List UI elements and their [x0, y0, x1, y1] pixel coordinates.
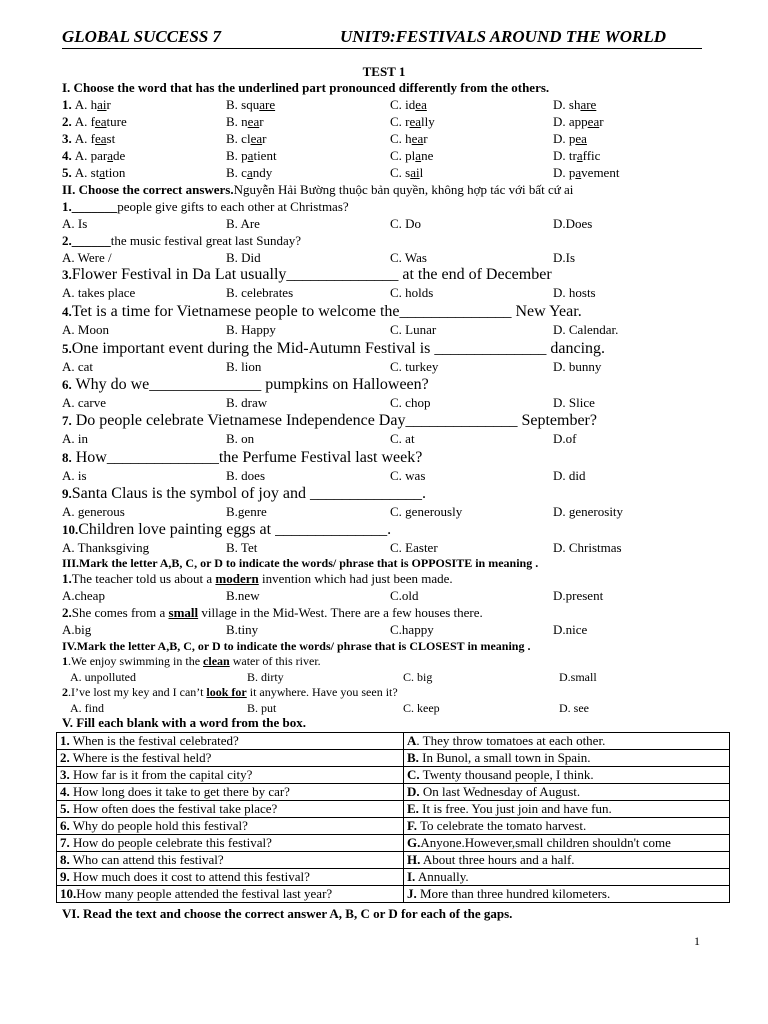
option-suffix: l [419, 165, 424, 180]
question-text: When is the festival celebrated? [69, 733, 239, 748]
option-prefix: D. sh [553, 97, 581, 112]
question-cell [57, 801, 404, 818]
question-number: 2 [62, 114, 69, 129]
part3-option: C.old [390, 588, 419, 603]
option-suffix: ture [106, 114, 127, 129]
part2-option: B. Tet [226, 540, 258, 555]
underlined-part: ai [97, 97, 107, 112]
question-number: 8. [62, 450, 72, 465]
question-number: 3. [62, 267, 72, 282]
underlined-part: ai [410, 165, 420, 180]
part2-option: A. Were / [62, 250, 112, 265]
answer-letter: I. [407, 869, 416, 884]
answer-text: It is free. You just join and have fun. [418, 801, 612, 816]
part3-option: B.new [226, 588, 260, 603]
part2-option: A. Thanksgiving [62, 540, 150, 555]
part2-option: A. Is [62, 216, 88, 231]
header-unit-title: UNIT9:FESTIVALS AROUND THE WORLD [340, 27, 667, 46]
option-prefix: A. f [74, 131, 95, 146]
option-suffix: r [262, 131, 267, 146]
part2-heading-line [62, 182, 573, 198]
part1-option-c [390, 165, 423, 181]
part1-option-b [226, 131, 266, 147]
part2-option: C. Was [390, 250, 427, 265]
answer-blank: ______ [71, 233, 111, 248]
option-prefix: B. squ [226, 97, 260, 112]
part4-option: B. dirty [247, 670, 284, 684]
part1-option-b [226, 97, 275, 113]
underlined-part: ea [94, 131, 107, 146]
question-text: Children love painting eggs at ______________. [78, 521, 392, 538]
answer-cell [404, 750, 730, 767]
part3-option: D.present [553, 588, 604, 603]
part2-question [62, 199, 349, 215]
option-suffix: tion [105, 165, 126, 180]
key-word: look for [206, 685, 247, 699]
option-prefix: B. c [226, 165, 247, 180]
part2-option: C. Do [390, 216, 422, 231]
question-number: 7. [60, 835, 70, 850]
key-word: clean [203, 654, 230, 668]
matching-table [56, 732, 730, 903]
answer-cell [404, 886, 730, 903]
option-prefix: C. s [390, 165, 411, 180]
underlined-part: a [246, 165, 253, 180]
question-text: One important event during the Mid-Autumn Festival is ______________ dancing. [71, 340, 606, 357]
option-suffix: ndy [252, 165, 273, 180]
part2-heading-note: Nguyễn Hải Bường thuộc bản quyền, không hợp tác với bất cứ ai [233, 182, 574, 197]
question-number: 5. [62, 341, 72, 356]
option-prefix: B. n [226, 114, 248, 129]
underlined-part: ea [94, 114, 107, 129]
part2-option: B.genre [226, 504, 267, 519]
answer-text: Annually. [415, 869, 469, 884]
option-prefix: A. f [74, 114, 95, 129]
answer-letter: H. [407, 852, 421, 867]
question-text: the music festival great last Sunday? [110, 233, 302, 248]
answer-text: . They throw tomatoes at each other. [416, 733, 606, 748]
option-prefix: C. h [390, 131, 412, 146]
question-text-before: The teacher told us about a [71, 571, 216, 586]
question-cell [57, 852, 404, 869]
part4-option: D. see [559, 701, 589, 715]
underlined-part: a [575, 165, 582, 180]
part2-option: C. holds [390, 285, 434, 300]
question-text: How often does the festival take place? [69, 801, 278, 816]
table-row [57, 767, 730, 784]
question-text-after: village in the Mid-West. There are a few houses there. [198, 605, 483, 620]
question-number: 4. [62, 304, 72, 319]
part2-option: A. takes place [62, 285, 136, 300]
question-text: people give gifts to each other at Christmas? [117, 199, 349, 214]
part2-option: C. chop [390, 395, 431, 410]
part2-option: B. Did [226, 250, 261, 265]
part2-option: B. Happy [226, 322, 276, 337]
part2-option: B. draw [226, 395, 268, 410]
part2-option: B. lion [226, 359, 262, 374]
part2-option: D.Does [553, 216, 593, 231]
part1-option-a [62, 148, 125, 164]
part3-heading: III.Mark the letter A,B, C, or D to indicate the words/ phrase that is OPPOSITE in meaning . [62, 556, 539, 570]
part1-option-a [62, 114, 127, 130]
underlined-part: a [247, 148, 254, 163]
question-cell [57, 767, 404, 784]
header-divider [62, 48, 702, 49]
part1-option-d [553, 148, 600, 164]
question-number: 4. [60, 784, 70, 799]
header-course-title: GLOBAL SUCCESS 7 [62, 27, 222, 46]
part4-question [62, 653, 321, 669]
option-suffix: tient [253, 148, 277, 163]
option-suffix: ne [421, 148, 434, 163]
part1-option-d [553, 97, 596, 113]
part4-option: A. unpolluted [70, 670, 136, 684]
part2-option: B. celebrates [226, 285, 294, 300]
part4-question [62, 684, 398, 700]
option-prefix: A. par [74, 148, 108, 163]
option-prefix: B. cl [226, 131, 251, 146]
question-number-dot: . [68, 148, 72, 163]
part1-option-c [390, 114, 435, 130]
part1-option-d [553, 165, 619, 181]
option-prefix: B. p [226, 148, 248, 163]
part1-heading: I. Choose the word that has the underlined part pronounced differently from the others. [62, 80, 550, 95]
part2-option: A. generous [62, 504, 125, 519]
part1-option-c [390, 131, 428, 147]
underlined-part: a [576, 148, 583, 163]
question-number: 7. [62, 413, 72, 428]
question-number: 2. [62, 233, 72, 248]
part2-option: D. generosity [553, 504, 624, 519]
answer-cell [404, 733, 730, 750]
page-number: 1 [694, 934, 700, 948]
question-number: 3. [60, 767, 70, 782]
answer-text: Twenty thousand people, I think. [419, 767, 594, 782]
part2-question [62, 266, 552, 284]
question-text: Do people celebrate Vietnamese Independence Day______________ September? [71, 412, 597, 429]
question-text-before: .We enjoy swimming in the [68, 654, 204, 668]
option-suffix: de [113, 148, 126, 163]
question-text: Where is the festival held? [69, 750, 212, 765]
table-row [57, 750, 730, 767]
option-prefix: D. app [553, 114, 588, 129]
question-number: 10. [60, 886, 77, 901]
question-number: 1 [62, 97, 69, 112]
question-number: 4 [62, 148, 69, 163]
part2-option: A. in [62, 431, 88, 446]
question-number-dot: . [68, 114, 72, 129]
part2-heading: II. Choose the correct answers. [62, 182, 234, 197]
part4-option: B. put [247, 701, 277, 715]
question-number: 2. [62, 605, 72, 620]
underlined-part: are [259, 97, 276, 112]
part4-option: A. find [70, 701, 104, 715]
answer-cell [404, 818, 730, 835]
option-suffix: r [423, 131, 428, 146]
question-text: How many people attended the festival last year? [76, 886, 333, 901]
table-row [57, 835, 730, 852]
part2-option: C. generously [390, 504, 463, 519]
question-number: 10. [62, 522, 79, 537]
answer-blank: _______ [71, 199, 118, 214]
part1-option-a [62, 131, 115, 147]
part1-option-b [226, 148, 277, 164]
part3-question [62, 605, 483, 621]
part2-option: D. Slice [553, 395, 595, 410]
question-text: Santa Claus is the symbol of joy and ______________. [71, 485, 426, 502]
option-prefix: D. tr [553, 148, 577, 163]
option-suffix: r [599, 114, 604, 129]
underlined-part: ea [250, 131, 263, 146]
answer-cell [404, 784, 730, 801]
part2-option: D. bunny [553, 359, 602, 374]
part2-question [62, 521, 391, 539]
question-number: 1. [62, 571, 72, 586]
page-header [62, 27, 702, 49]
question-number: 6. [62, 377, 72, 392]
question-cell [57, 733, 404, 750]
part1-option-d [553, 114, 604, 130]
test-title: TEST 1 [362, 64, 406, 79]
question-text-before: She comes from a [71, 605, 169, 620]
underlined-part: a [99, 165, 106, 180]
question-number: 1. [60, 733, 70, 748]
part2-option: A. cat [62, 359, 94, 374]
option-suffix: lly [421, 114, 435, 129]
part3-option: A.big [62, 622, 92, 637]
answer-cell [404, 801, 730, 818]
part3-option: C.happy [390, 622, 434, 637]
table-row [57, 852, 730, 869]
question-text: Why do we______________ pumpkins on Halloween? [71, 376, 429, 393]
part2-option: B. on [226, 431, 255, 446]
question-number: 9. [62, 486, 72, 501]
question-number: 6. [60, 818, 70, 833]
part1-option-b [226, 114, 264, 130]
question-text: How______________the Perfume Festival last week? [71, 449, 423, 466]
question-text-after: it anywhere. Have you seen it? [246, 685, 398, 699]
key-word: modern [215, 571, 259, 586]
question-text: Who can attend this festival? [69, 852, 224, 867]
part3-question [62, 571, 453, 587]
table-row [57, 801, 730, 818]
part5-heading: V. Fill each blank with a word from the box. [62, 715, 307, 730]
option-suffix: ffic [582, 148, 601, 163]
option-prefix: D. p [553, 131, 576, 146]
part3-option: A.cheap [62, 588, 105, 603]
question-text: Why do people hold this festival? [69, 818, 248, 833]
option-prefix: C. id [390, 97, 416, 112]
question-number: 1. [62, 199, 72, 214]
part2-option: A. is [62, 468, 87, 483]
answer-text: In Bunol, a small town in Spain. [418, 750, 591, 765]
part2-question [62, 485, 426, 503]
question-cell [57, 835, 404, 852]
answer-letter: B. [407, 750, 419, 765]
question-number: 1 [62, 654, 68, 668]
question-number-dot: . [68, 131, 72, 146]
part2-option: B. does [226, 468, 265, 483]
part1-option-c [390, 97, 427, 113]
part2-option: D. hosts [553, 285, 596, 300]
option-suffix: st [106, 131, 116, 146]
answer-cell [404, 835, 730, 852]
question-cell [57, 784, 404, 801]
underlined-part: ea [409, 114, 422, 129]
option-prefix: C. pl [390, 148, 416, 163]
option-suffix: r [259, 114, 264, 129]
answer-cell [404, 767, 730, 784]
part2-question [62, 340, 605, 358]
underlined-part: a [415, 148, 422, 163]
question-cell [57, 869, 404, 886]
question-number: 2. [60, 750, 70, 765]
answer-letter: D. [407, 784, 420, 799]
question-text: How do people celebrate this festival? [69, 835, 272, 850]
question-number: 5. [60, 801, 70, 816]
answer-text: More than three hundred kilometers. [416, 886, 611, 901]
question-number-dot: . [68, 97, 72, 112]
answer-letter: E. [407, 801, 419, 816]
option-prefix: A. h [74, 97, 98, 112]
part2-option: B. Are [226, 216, 260, 231]
part2-question [62, 303, 582, 321]
part2-question [62, 376, 429, 394]
answer-cell [404, 852, 730, 869]
part4-option: C. big [403, 670, 433, 684]
answer-text: To celebrate the tomato harvest. [417, 818, 587, 833]
part3-option: D.nice [553, 622, 588, 637]
part1-option-a [62, 97, 111, 113]
part2-option: A. carve [62, 395, 107, 410]
table-row [57, 869, 730, 886]
part1-option-a [62, 165, 125, 181]
part3-option: B.tiny [226, 622, 259, 637]
answer-letter: F. [407, 818, 417, 833]
question-text-after: water of this river. [229, 654, 321, 668]
option-suffix: vement [581, 165, 620, 180]
underlined-part: ea [415, 97, 427, 112]
underlined-part: ea [411, 131, 424, 146]
part2-option: D. Christmas [553, 540, 622, 555]
part4-heading: IV.Mark the letter A,B, C, or D to indicate the words/ phrase that is CLOSEST in meaning . [62, 639, 531, 653]
part1-option-c [390, 148, 433, 164]
part4-option: D.small [559, 670, 597, 684]
question-cell [57, 818, 404, 835]
part2-option: C. Easter [390, 540, 438, 555]
part4-option: C. keep [403, 701, 440, 715]
question-text: How far is it from the capital city? [69, 767, 253, 782]
question-text: How long does it take to get there by car? [69, 784, 290, 799]
table-row [57, 784, 730, 801]
question-cell [57, 886, 404, 903]
question-text-after: invention which had just been made. [258, 571, 453, 586]
part2-option: C. at [390, 431, 415, 446]
question-text: Tet is a time for Vietnamese people to welcome the______________ New Year. [71, 303, 582, 320]
part2-option: D.Is [553, 250, 576, 265]
part2-option: D. Calendar. [553, 322, 619, 337]
answer-letter: A [407, 733, 417, 748]
underlined-part: a [107, 148, 114, 163]
question-number: 3 [62, 131, 69, 146]
part1-option-d [553, 131, 587, 147]
answer-letter: J. [407, 886, 417, 901]
question-number: 9. [60, 869, 70, 884]
underlined-part: ea [587, 114, 600, 129]
question-text: How much does it cost to attend this festival? [69, 869, 310, 884]
table-row [57, 733, 730, 750]
table-row [57, 818, 730, 835]
answer-text: On last Wednesday of August. [419, 784, 581, 799]
part2-option: D.of [553, 431, 577, 446]
part2-option: C. was [390, 468, 426, 483]
question-number: 5 [62, 165, 69, 180]
option-prefix: C. r [390, 114, 410, 129]
part2-question [62, 412, 597, 430]
option-prefix: D. p [553, 165, 576, 180]
key-word: small [168, 605, 199, 620]
question-number: 8. [60, 852, 70, 867]
question-text-before: .I’ve lost my key and I can’t [68, 685, 207, 699]
part2-option: C. turkey [390, 359, 439, 374]
underlined-part: ea [247, 114, 260, 129]
table-row [57, 886, 730, 903]
part2-option: D. did [553, 468, 586, 483]
question-number-dot: . [68, 165, 72, 180]
part2-question [62, 449, 422, 467]
answer-text: About three hours and a half. [420, 852, 575, 867]
answer-letter: C. [407, 767, 420, 782]
underlined-part: ea [575, 131, 587, 146]
part2-question [62, 233, 301, 249]
part1-option-b [226, 165, 272, 181]
part2-option: C. Lunar [390, 322, 437, 337]
part2-option: A. Moon [62, 322, 109, 337]
answer-letter: G. [407, 835, 421, 850]
underlined-part: are [580, 97, 597, 112]
part6-heading: VI. Read the text and choose the correct answer A, B, C or D for each of the gaps. [62, 906, 513, 921]
answer-text: Anyone.However,small children shouldn't come [420, 835, 671, 850]
answer-cell [404, 869, 730, 886]
question-cell [57, 750, 404, 767]
question-number: 2 [62, 685, 68, 699]
option-prefix: A. st [74, 165, 100, 180]
option-suffix: r [106, 97, 111, 112]
question-text: Flower Festival in Da Lat usually______________ at the end of December [71, 266, 552, 283]
